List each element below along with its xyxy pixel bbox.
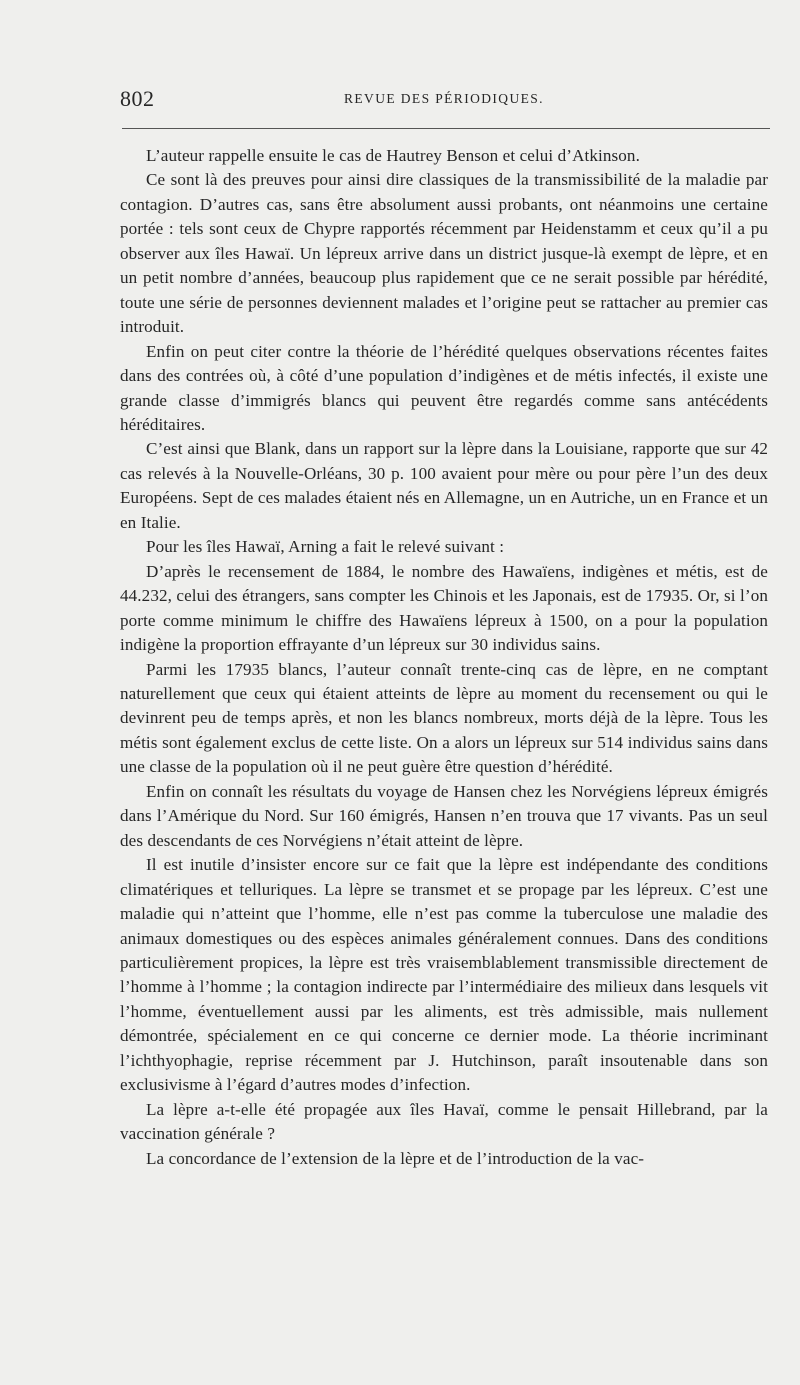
page-header — [120, 86, 770, 112]
paragraph: Pour les îles Hawaï, Arning a fait le relevé suivant : — [146, 537, 505, 557]
running-head: REVUE DES PÉRIODIQUES. — [344, 91, 544, 106]
paragraph: La concordance de l’extension de la lèpre et de l’introduction de la vac- — [146, 1148, 645, 1168]
body-text — [120, 144, 768, 1171]
page-number: 802 — [120, 86, 155, 111]
paragraph: Enfin on connaît les résultats du voyage de Hansen chez les Norvégiens lépreux émigrés dans l’Amérique du Nord. Sur 160 émigrés, Hansen n’en trouva que 17 vivants. Pas un seul des descendants de ces Norvégiens n’était atteint de lèpre. — [120, 781, 768, 850]
paragraph: Parmi les 17935 blancs, l’auteur connaît trente-cinq cas de lèpre, en ne comptant naturellement que ceux qui étaient atteints de lèpre au moment du recensement ou qui le devinrent peu de temps après, et non les blancs nombreux, morts déjà de la lèpre. Tous les métis sont également exclus de cette liste. On a alors un lépreux sur 514 individus sains dans une classe de la population où il ne peut guère être question d’hérédité. — [120, 659, 768, 777]
paragraph: L’auteur rappelle ensuite le cas de Hautrey Benson et celui d’Atkinson. — [146, 146, 640, 165]
paragraph: Il est inutile d’insister encore sur ce fait que la lèpre est indépendante des conditions climatériques et telluriques. La lèpre se transmet et se propage par les lépreux. C’est une maladie qui n’atteint que l’homme, elle n’est pas comme la tuberculose une maladie des animaux domestiques ou des espèces animales généralement connues. Dans des conditions particulièrement propices, la lèpre est très vraisemblablement transmissible directement de l’homme à l’homme ; la contagion indirecte par l’intermédiaire des milieux dans lesquels vit l’homme, éventuellement aussi par les aliments, est très admissible, mais nullement démontrée, spécialement en ce qui concerne ce dernier mode. La théorie incriminant l’ichthyophagie, reprise récemment par J. Hutchinson, paraît insoutenable dans son exclusivisme à l’égard d’autres modes d’infection. — [120, 855, 768, 1095]
paragraph: La lèpre a-t-elle été propagée aux îles Havaï, comme le pensait Hillebrand, par la vaccination générale ? — [120, 1099, 768, 1144]
header-rule — [122, 128, 770, 129]
paragraph: Enfin on peut citer contre la théorie de l’hérédité quelques observations récentes faites dans des contrées où, à côté d’une population d’indigènes et de métis infectés, il existe une grande classe d’immigrés blancs qui peuvent être regardés comme sans antécédents héréditaires. — [120, 341, 768, 434]
paragraph: C’est ainsi que Blank, dans un rapport sur la lèpre dans la Louisiane, rapporte que sur 42 cas relevés à la Nouvelle-Orléans, 30 p. 100 avaient pour mère ou pour père l’un des deux Européens. Sept de ces malades étaient nés en Allemagne, un en Autriche, un en France et un en Italie. — [120, 439, 768, 532]
paragraph: D’après le recensement de 1884, le nombre des Hawaïens, indigènes et métis, est de 44.232, celui des étrangers, sans compter les Chinois et les Japonais, est de 17935. Or, si l’on porte comme minimum le chiffre des Hawaïens lépreux à 1500, on a pour la population indigène la proportion effrayante d’un lépreux sur 30 individus sains. — [120, 561, 768, 655]
paragraph: Ce sont là des preuves pour ainsi dire classiques de la transmissibilité de la maladie par contagion. D’autres cas, sans être absolument aussi probants, ont néanmoins une certaine portée : tels sont ceux de Chypre rapportés récemment par Heidenstamm et ceux qu’il a pu observer aux îles Hawaï. Un lépreux arrive dans un district jusque-là exempt de lèpre, et en un petit nombre d’années, beaucoup plus rapidement que ce ne serait possible par hérédité, toute une série de personnes deviennent malades et l’origine peut se rattacher au premier cas introduit. — [120, 170, 768, 337]
